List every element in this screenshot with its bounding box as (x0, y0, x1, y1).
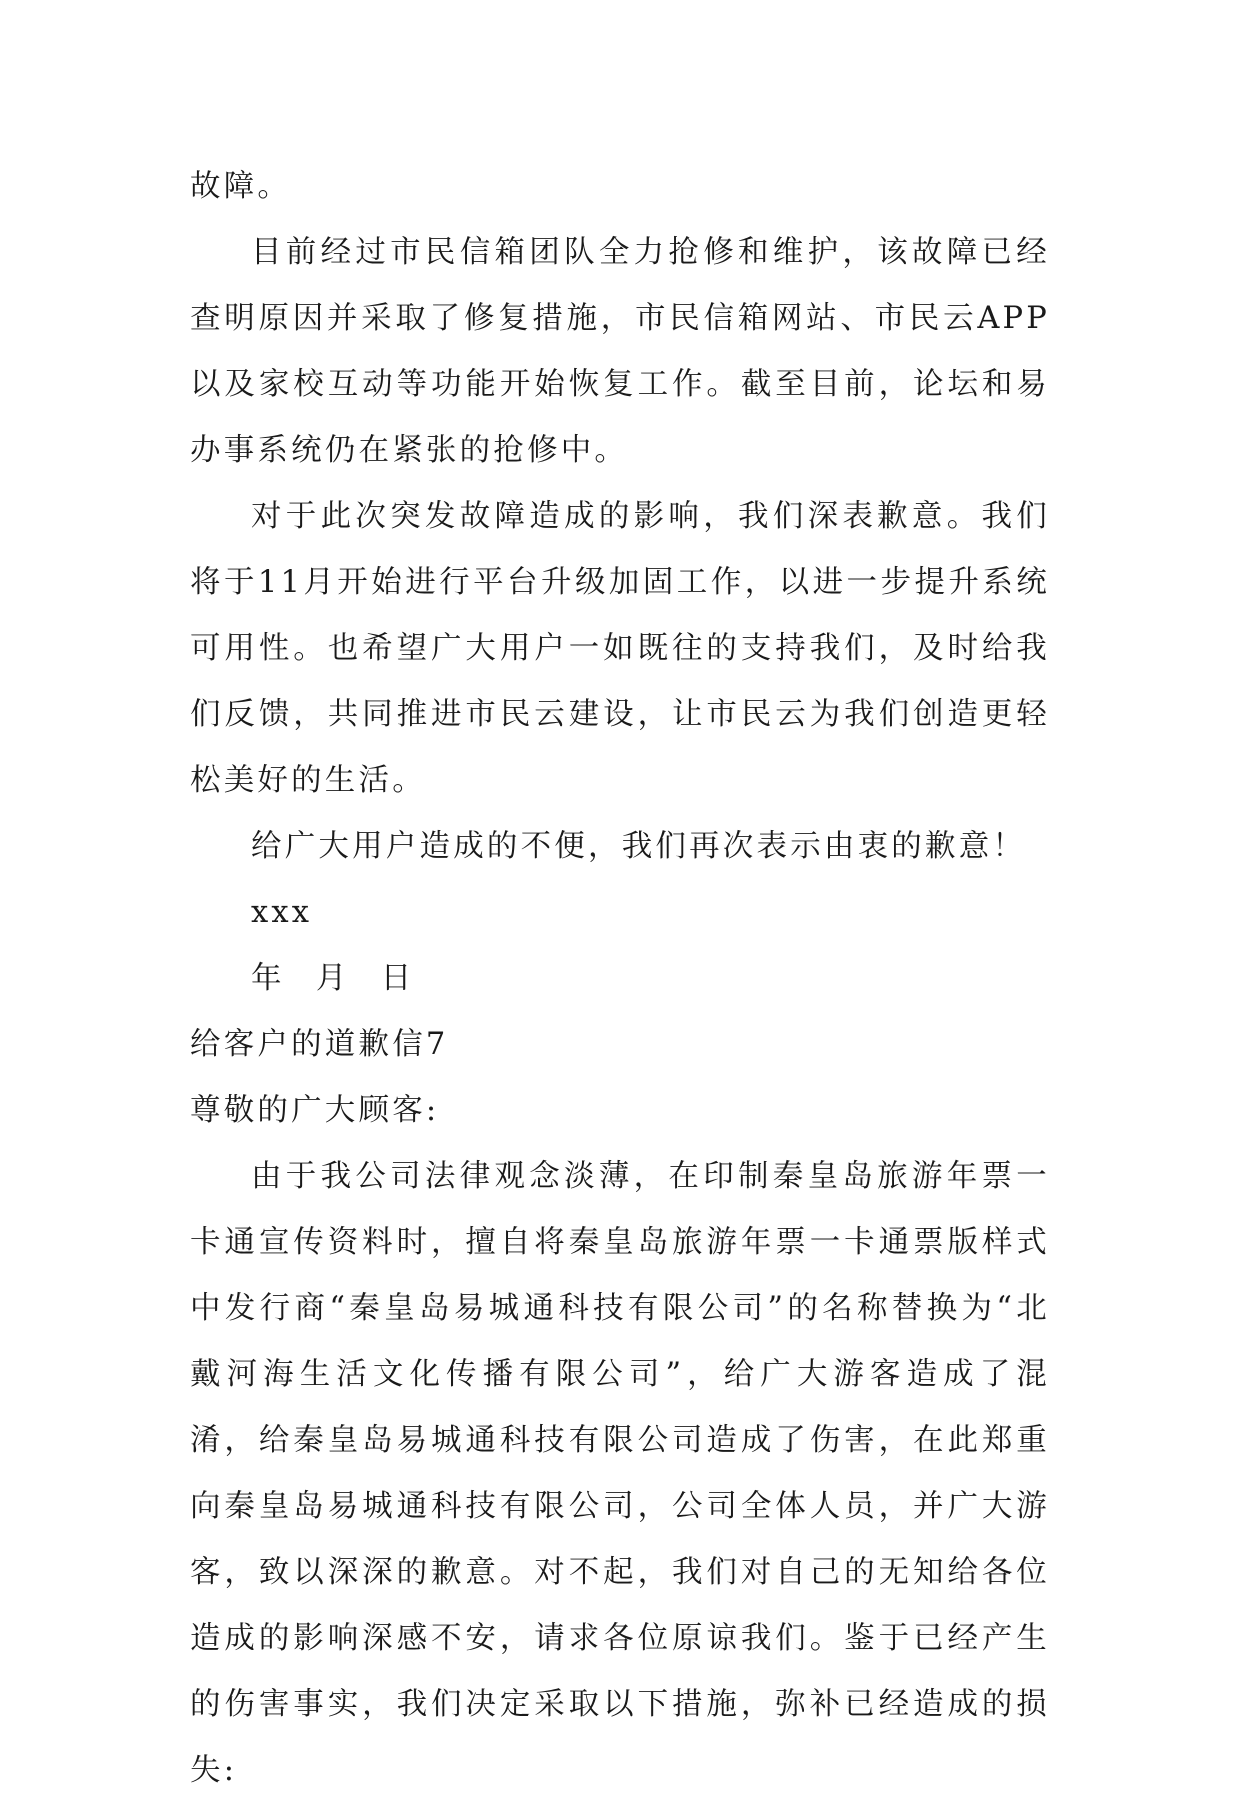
date-line (190, 946, 1050, 1012)
document-body (190, 154, 1050, 1804)
signature: xxx (251, 895, 313, 930)
paragraph-company-apology: 由于我公司法律观念淡薄，在印制秦皇岛旅游年票一卡通宣传资料时，擅自将秦皇岛旅游年票一卡通票版样式中发行商“秦皇岛易城通科技有限公司”的名称替换为“北戴河海生活文化传播有限公司”，给广大游客造成了混淆，给秦皇岛易城通科技有限公司造成了伤害，在此郑重向秦皇岛易城通科技有限公司，公司全体人员，并广大游客，致以深深的歉意。对不起，我们对自己的无知给各位造成的影响深感不安，请求各位原谅我们。鉴于已经产生的伤害事实，我们决定采取以下措施，弥补已经造成的损失: (190, 1159, 1050, 1788)
paragraph-repair-status: 目前经过市民信箱团队全力抢修和维护，该故障已经查明原因并采取了修复措施，市民信箱网站、市民云APP以及家校互动等功能开始恢复工作。截至目前，论坛和易办事系统仍在紧张的抢修中。 (190, 235, 1050, 468)
continuation-text: 故障。 (190, 169, 292, 204)
section-title: 给客户的道歉信7 (190, 1027, 449, 1062)
paragraph-apology-upgrade: 对于此次突发故障造成的影响，我们深表歉意。我们将于11月开始进行平台升级加固工作，以进一步提升系统可用性。也希望广大用户一如既往的支持我们，及时给我们反馈，共同推进市民云建设，让市民云为我们创造更轻松美好的生活。 (190, 499, 1050, 798)
date-text: 年 月 日 (251, 961, 415, 996)
salutation: 尊敬的广大顾客: (190, 1093, 440, 1128)
paragraph-sincere-apology: 给广大用户造成的不便，我们再次表示由衷的歉意！ (251, 829, 1027, 864)
